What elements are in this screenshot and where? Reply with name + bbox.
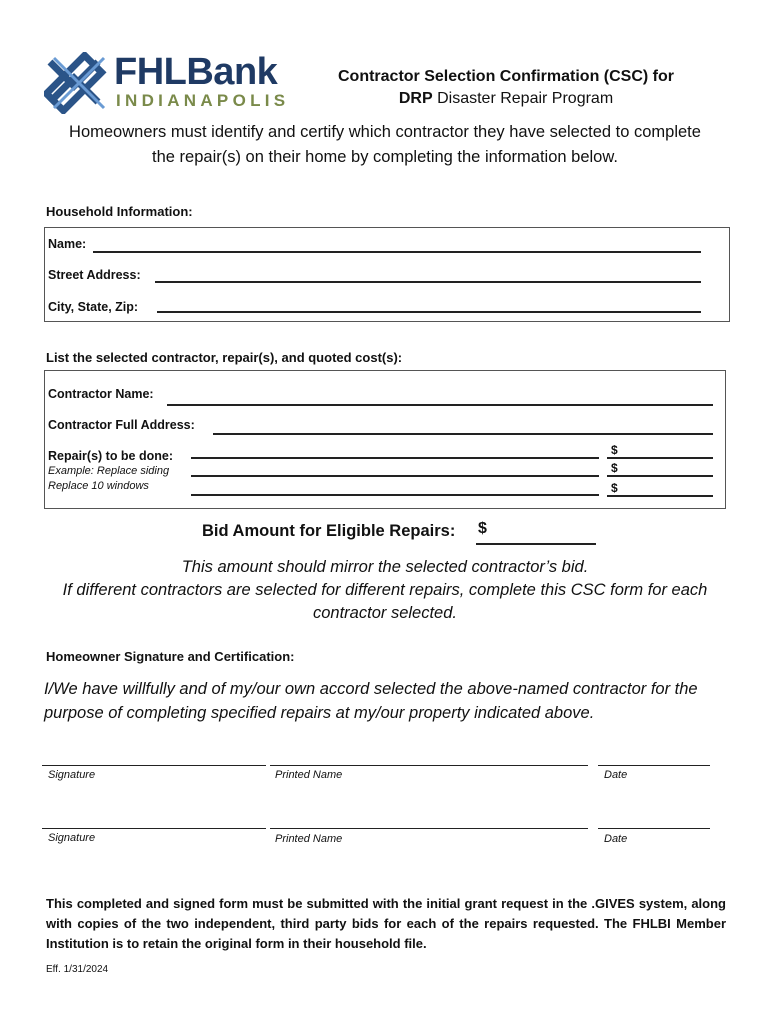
bid-note-line-2: If different contractors are selected for different repairs, complete this CSC form for each contractor selected. [62, 581, 708, 622]
city-state-zip-label: City, State, Zip: [48, 300, 139, 314]
intro-text: Homeowners must identify and certify which contractor they have selected to complete the repair(s) on their home by completing the information below. [69, 123, 701, 166]
repair-line-1[interactable] [191, 457, 599, 459]
cost-line-2[interactable] [607, 475, 713, 477]
submission-instructions: This completed and signed form must be submitted with the initial grant request in the .GIVES system, along with copies of the two independent, third party bids for each of the repairs requested. The FHLBI Member Institution is to retain the original form in their household file. [46, 896, 726, 951]
form-title [296, 66, 716, 110]
contractor-address-label: Contractor Full Address: [48, 418, 195, 432]
name-field[interactable] [93, 251, 701, 253]
cost-line-1[interactable] [607, 457, 713, 459]
logo-city: INDIANAPOLIS [116, 91, 290, 110]
contractor-box [44, 370, 726, 509]
printed-name-line-2[interactable] [270, 828, 588, 829]
cost-dollar-1: $ [611, 443, 618, 457]
repair-line-3[interactable] [191, 494, 599, 496]
repairs-example-2: Replace 10 windows [48, 480, 149, 492]
household-heading: Household Information: [46, 204, 193, 219]
date-label-2: Date [604, 833, 628, 845]
bid-note [40, 556, 730, 625]
fhlbank-logo [44, 50, 290, 114]
date-line-1[interactable] [598, 765, 710, 766]
date-label-1: Date [604, 769, 628, 781]
title-program-abbr: DRP [398, 90, 433, 107]
effective-date: Eff. 1/31/2024 [46, 964, 109, 975]
bid-note-line-1: This amount should mirror the selected contractor’s bid. [181, 558, 589, 576]
signature-label-2: Signature [48, 832, 96, 844]
bid-dollar: $ [478, 520, 487, 537]
contractor-heading: List the selected contractor, repair(s), and quoted cost(s): [46, 350, 403, 365]
certification-text: I/We have willfully and of my/our own accord selected the above-named contractor for the purpose of completing specified repairs at my/our property indicated above. [44, 680, 698, 722]
repairs-example-1: Example: Replace siding [48, 465, 170, 477]
printed-name-line-1[interactable] [270, 765, 588, 766]
repair-line-2[interactable] [191, 475, 599, 477]
cost-line-3[interactable] [607, 495, 713, 497]
title-program-name: Disaster Repair Program [432, 90, 614, 107]
contractor-name-field[interactable] [167, 404, 713, 406]
repairs-label: Repair(s) to be done: [48, 449, 174, 463]
signature-line-2[interactable] [42, 828, 266, 829]
street-address-field[interactable] [155, 281, 701, 283]
cost-dollar-3: $ [611, 481, 618, 495]
signature-line-1[interactable] [42, 765, 266, 766]
printed-name-label-1: Printed Name [275, 769, 343, 781]
bid-amount-label: Bid Amount for Eligible Repairs: [202, 522, 456, 540]
logo-wordmark: FHLBank [114, 51, 278, 93]
name-label: Name: [48, 237, 87, 251]
signature-label-1: Signature [48, 769, 96, 781]
title-line-1: Contractor Selection Confirmation (CSC) for [337, 68, 674, 85]
household-box [44, 227, 730, 322]
contractor-address-field[interactable] [213, 433, 713, 435]
street-label: Street Address: [48, 268, 141, 282]
contractor-name-label: Contractor Name: [48, 387, 154, 401]
signature-heading: Homeowner Signature and Certification: [46, 649, 295, 664]
logo-mark-icon [44, 52, 110, 114]
bid-amount-field[interactable] [476, 543, 596, 545]
date-line-2[interactable] [598, 828, 710, 829]
printed-name-label-2: Printed Name [275, 833, 343, 845]
cost-dollar-2: $ [611, 461, 618, 475]
city-state-zip-field[interactable] [157, 311, 701, 313]
